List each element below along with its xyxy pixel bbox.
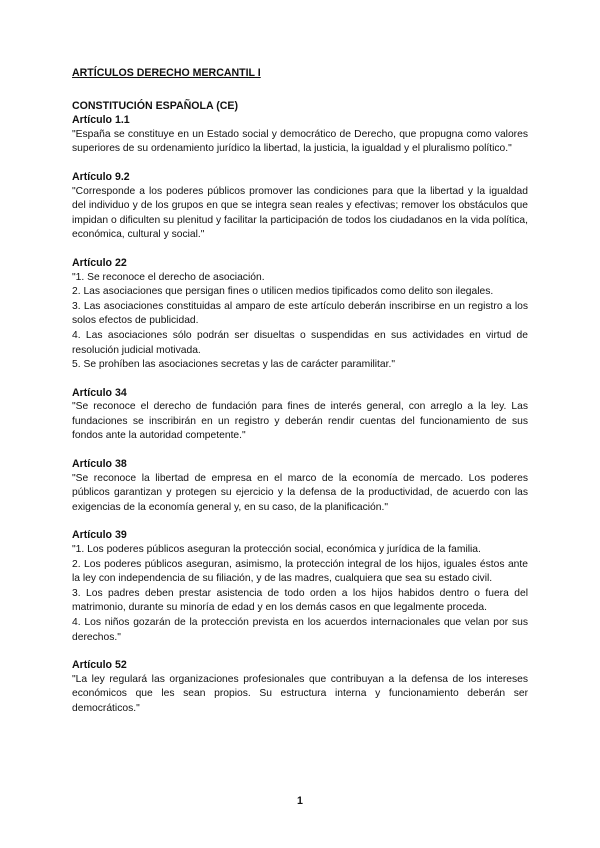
article-block bbox=[72, 256, 528, 373]
article-block bbox=[72, 658, 528, 716]
article-paragraph: "Corresponde a los poderes públicos promover las condiciones para que la libertad y la igualdad del individuo y de los grupos en que se integra sean reales y efectivas; remover los obstáculos que impidan o dificulten su plenitud y facilitar la participación de todos los ciudadanos en la vida política, económica, cultural y social." bbox=[72, 185, 528, 241]
article-paragraph: "Se reconoce el derecho de fundación para fines de interés general, con arreglo a la ley. Las fundaciones se inscribirán en un registro y deberán rendir cuentas del funcionamiento de sus fondos ante la autoridad competente." bbox=[72, 401, 528, 442]
article-paragraph: 3. Las asociaciones constituidas al amparo de este artículo deberán inscribirse en un registro a los solos efectos de publicidad. bbox=[72, 300, 528, 327]
article-title: Artículo 39 bbox=[72, 529, 127, 542]
page-number: 1 bbox=[297, 795, 303, 807]
article-block bbox=[72, 457, 528, 515]
article-title: Artículo 38 bbox=[72, 458, 127, 471]
article-text bbox=[72, 128, 528, 157]
article-text bbox=[72, 271, 528, 373]
article-title: Artículo 34 bbox=[72, 386, 127, 399]
article-block bbox=[72, 386, 528, 444]
article-block bbox=[72, 170, 528, 243]
article-paragraph: 2. Las asociaciones que persigan fines o utilicen medios tipificados como delito son ilegales. bbox=[72, 286, 494, 298]
article-paragraph: "1. Se reconoce el derecho de asociación. bbox=[72, 271, 265, 283]
article-block bbox=[72, 113, 528, 157]
article-block bbox=[72, 528, 528, 645]
article-paragraph: 3. Los padres deben prestar asistencia de todo orden a los hijos habidos dentro o fuera del matrimonio, durante su minoría de edad y en los demás casos en que legalmente proceda. bbox=[72, 587, 528, 614]
article-title: Artículo 22 bbox=[72, 256, 127, 269]
article-title: Artículo 1.1 bbox=[72, 114, 130, 127]
article-text bbox=[72, 543, 528, 645]
article-paragraph: "1. Los poderes públicos aseguran la protección social, económica y jurídica de la familia. bbox=[72, 544, 481, 556]
article-text bbox=[72, 673, 528, 717]
article-title: Artículo 9.2 bbox=[72, 170, 130, 183]
article-paragraph: 5. Se prohíben las asociaciones secretas y las de carácter paramilitar." bbox=[72, 359, 396, 371]
articles-list bbox=[72, 113, 528, 716]
article-text bbox=[72, 185, 528, 243]
article-paragraph: 4. Los niños gozarán de la protección prevista en los acuerdos internacionales que velan por sus derechos." bbox=[72, 617, 528, 643]
article-text bbox=[72, 400, 528, 444]
document-page bbox=[72, 66, 528, 730]
section-title: CONSTITUCIÓN ESPAÑOLA (CE) bbox=[72, 99, 238, 112]
document-title: ARTÍCULOS DERECHO MERCANTIL I bbox=[72, 67, 261, 79]
article-paragraph: "Se reconoce la libertad de empresa en el marco de la economía de mercado. Los poderes públicos garantizan y protegen su ejercicio y la defensa de la productividad, de acuerdo con las exigencias de la economía general y, en su caso, de la planificación." bbox=[72, 472, 528, 513]
article-paragraph: "La ley regulará las organizaciones profesionales que contribuyan a la defensa de los intereses económicos que les sean propios. Su estructura interna y funcionamiento deberán ser democráticos." bbox=[72, 673, 528, 714]
article-paragraph: 2. Los poderes públicos aseguran, asimismo, la protección integral de los hijos, iguales éstos ante la ley con independencia de su filiación, y de las madres, cualquiera que sea su estado civil. bbox=[72, 558, 528, 585]
article-paragraph: 4. Las asociaciones sólo podrán ser disueltas o suspendidas en sus actividades en virtud de resolución judicial motivada. bbox=[72, 329, 528, 356]
article-title: Artículo 52 bbox=[72, 659, 127, 672]
article-paragraph: "España se constituye en un Estado social y democrático de Derecho, que propugna como valores superiores de su ordenamiento jurídico la libertad, la justicia, la igualdad y el pluralismo político." bbox=[72, 128, 528, 155]
article-text bbox=[72, 472, 528, 516]
